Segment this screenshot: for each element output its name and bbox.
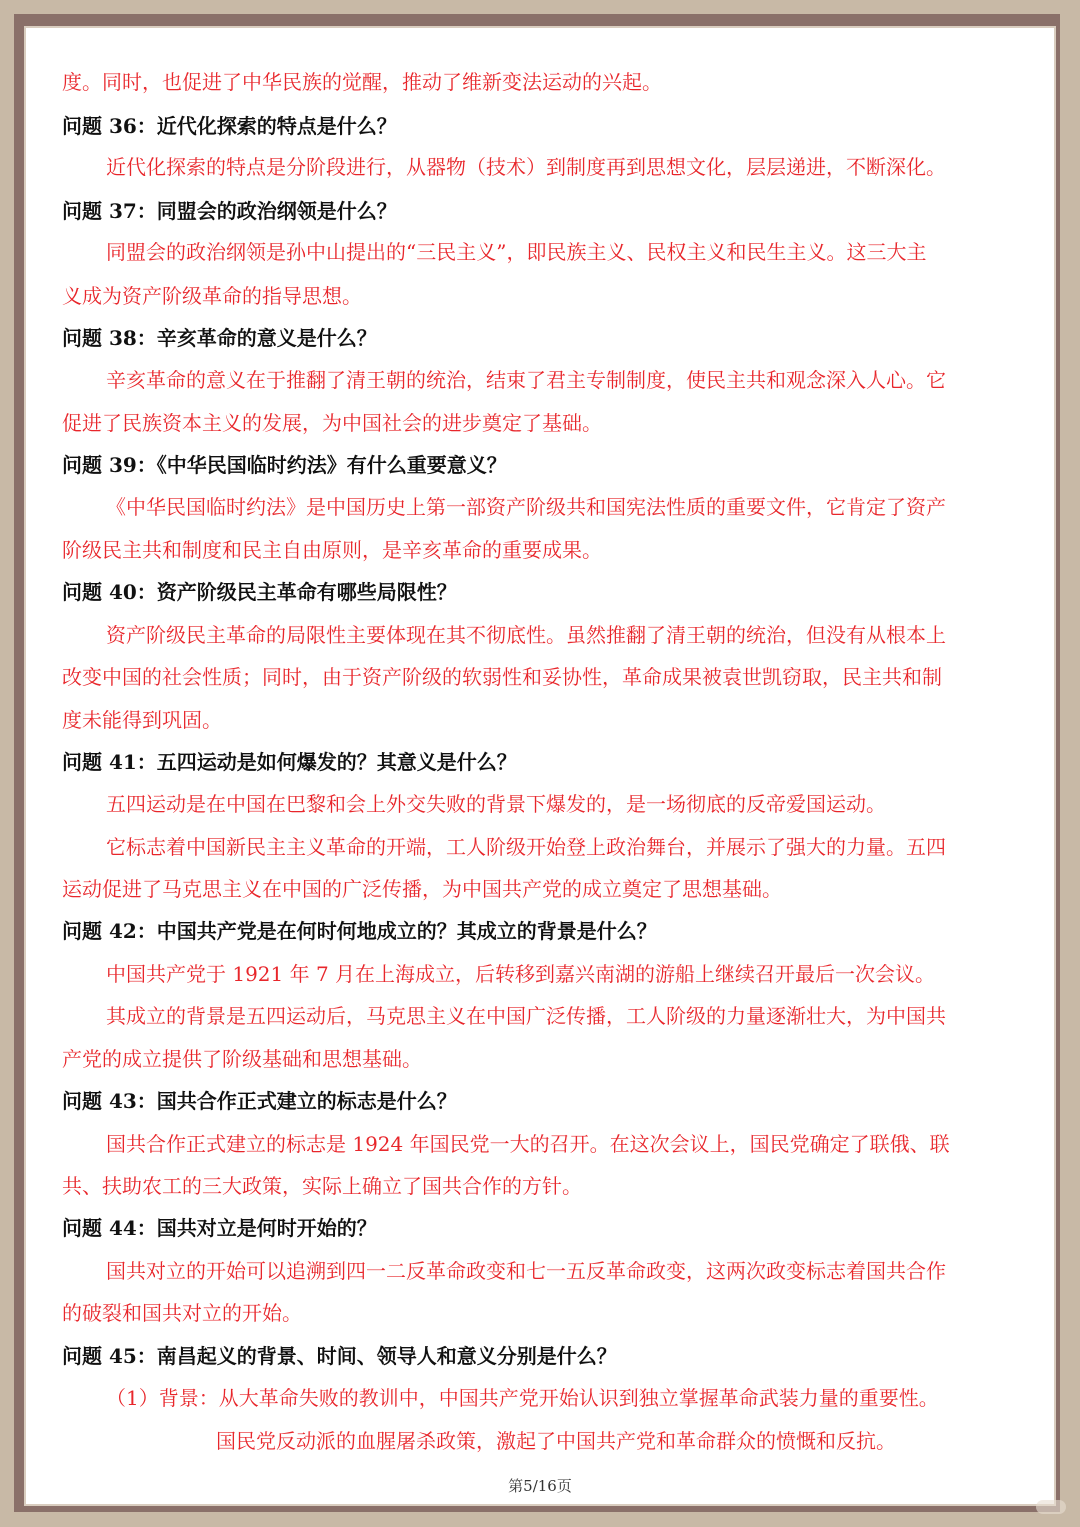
answer-line: 它标志着中国新民主主义革命的开端，工人阶级开始登上政治舞台，并展示了强大的力量。五四 bbox=[106, 835, 946, 859]
answer-line: 国民党反动派的血腥屠杀政策，激起了中国共产党和革命群众的愤慨和反抗。 bbox=[216, 1429, 896, 1453]
answer-line: 中国共产党于 1921 年 7 月在上海成立，后转移到嘉兴南湖的游船上继续召开最后一次会议。 bbox=[106, 962, 936, 986]
answer-line: 国共对立的开始可以追溯到四一二反革命政变和七一五反革命政变，这两次政变标志着国共合作 bbox=[106, 1259, 946, 1283]
answer-line: 度。同时，也促进了中华民族的觉醒，推动了维新变法运动的兴起。 bbox=[62, 70, 662, 94]
answer-line: 五四运动是在中国在巴黎和会上外交失败的背景下爆发的，是一场彻底的反帝爱国运动。 bbox=[106, 792, 886, 816]
answer-line: 度未能得到巩固。 bbox=[62, 708, 222, 732]
question-39: 问题 39：《中华民国临时约法》有什么重要意义？ bbox=[62, 453, 507, 477]
question-45: 问题 45：南昌起义的背景、时间、领导人和意义分别是什么？ bbox=[62, 1344, 617, 1368]
question-41: 问题 41：五四运动是如何爆发的？其意义是什么？ bbox=[62, 750, 517, 774]
answer-line: 共、扶助农工的三大政策，实际上确立了国共合作的方针。 bbox=[62, 1174, 582, 1198]
answer-line: 国共合作正式建立的标志是 1924 年国民党一大的召开。在这次会议上，国民党确定了联俄、联 bbox=[106, 1132, 950, 1156]
question-44: 问题 44：国共对立是何时开始的？ bbox=[62, 1216, 377, 1240]
question-42: 问题 42：中国共产党是在何时何地成立的？其成立的背景是什么？ bbox=[62, 919, 657, 943]
question-40: 问题 40：资产阶级民主革命有哪些局限性？ bbox=[62, 580, 457, 604]
answer-line: 同盟会的政治纲领是孙中山提出的“三民主义”，即民族主义、民权主义和民生主义。这三大主 bbox=[106, 240, 927, 264]
answer-line: 资产阶级民主革命的局限性主要体现在其不彻底性。虽然推翻了清王朝的统治，但没有从根本上 bbox=[106, 623, 946, 647]
answer-line: 改变中国的社会性质；同时，由于资产阶级的软弱性和妥协性，革命成果被袁世凯窃取，民主共和制 bbox=[62, 665, 942, 689]
answer-line: 促进了民族资本主义的发展，为中国社会的进步奠定了基础。 bbox=[62, 411, 602, 435]
answer-line: 的破裂和国共对立的开始。 bbox=[62, 1301, 302, 1325]
question-38: 问题 38：辛亥革命的意义是什么？ bbox=[62, 326, 377, 350]
answer-line: 其成立的背景是五四运动后，马克思主义在中国广泛传播，工人阶级的力量逐渐壮大，为中国共 bbox=[106, 1004, 946, 1028]
answer-line: 阶级民主共和制度和民主自由原则，是辛亥革命的重要成果。 bbox=[62, 538, 602, 562]
answer-line: （1）背景：从大革命失败的教训中，中国共产党开始认识到独立掌握革命武装力量的重要性。 bbox=[106, 1386, 939, 1410]
question-37: 问题 37：同盟会的政治纲领是什么？ bbox=[62, 199, 397, 223]
page-number: 第5/16页 bbox=[508, 1477, 572, 1495]
answer-line: 《中华民国临时约法》是中国历史上第一部资产阶级共和国宪法性质的重要文件，它肯定了资产 bbox=[106, 495, 946, 519]
answer-line: 近代化探索的特点是分阶段进行，从器物（技术）到制度再到思想文化，层层递进，不断深化。 bbox=[106, 155, 946, 179]
answer-line: 义成为资产阶级革命的指导思想。 bbox=[62, 284, 362, 308]
question-36: 问题 36：近代化探索的特点是什么？ bbox=[62, 114, 397, 138]
question-43: 问题 43：国共合作正式建立的标志是什么？ bbox=[62, 1089, 457, 1113]
answer-line: 运动促进了马克思主义在中国的广泛传播，为中国共产党的成立奠定了思想基础。 bbox=[62, 877, 782, 901]
watermark-badge bbox=[1036, 1500, 1066, 1514]
answer-line: 产党的成立提供了阶级基础和思想基础。 bbox=[62, 1047, 422, 1071]
answer-line: 辛亥革命的意义在于推翻了清王朝的统治，结束了君主专制制度，使民主共和观念深入人心。它 bbox=[106, 368, 946, 392]
